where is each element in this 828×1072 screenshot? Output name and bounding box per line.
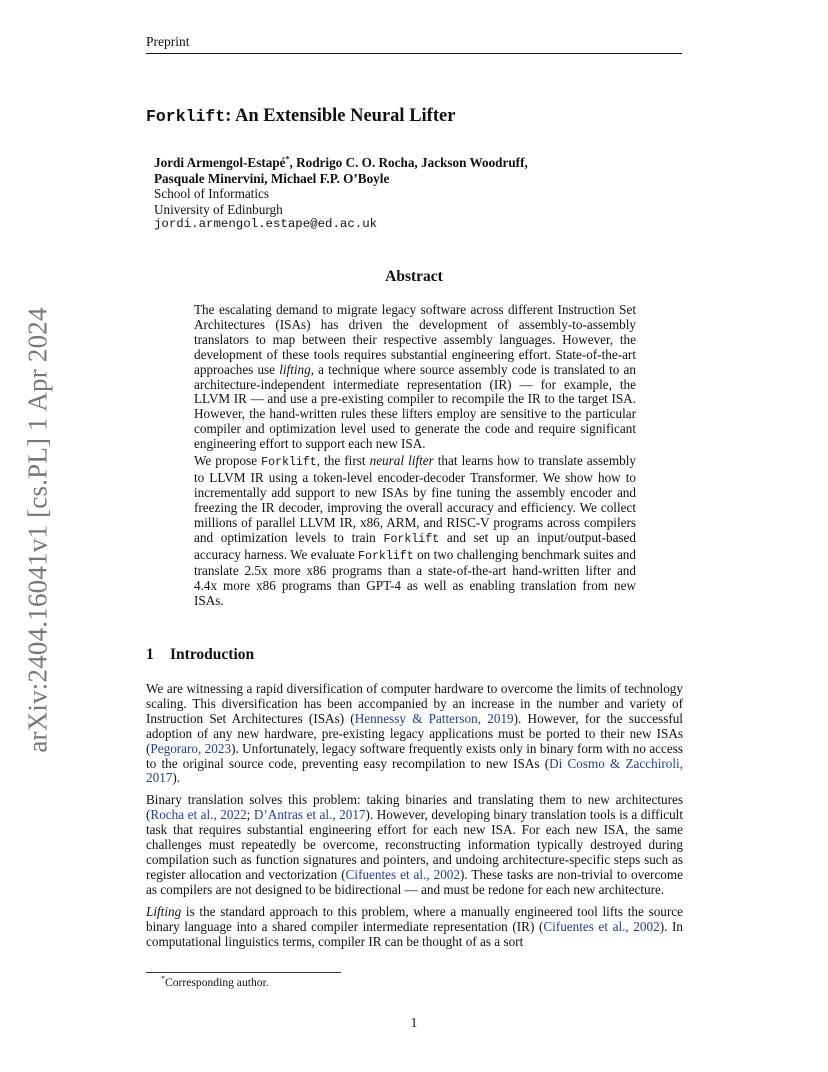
footnote-rule	[146, 972, 341, 973]
citation-link[interactable]: Di Cosmo & Zacchiroli, 2017	[146, 755, 683, 786]
author-line-2: Pasquale Minervini, Michael F.P. O’Boyle	[154, 170, 390, 186]
body-text: We are witnessing a rapid diversification of computer hardware to overcome the limits of technology scaling. This diversification has been accompanied by an increase in the number and variety of Instruction Set Architectures (ISAs) (	[146, 681, 683, 726]
abstract-heading: Abstract	[385, 268, 443, 285]
title-code: Forklift	[146, 107, 226, 126]
citation-link[interactable]: Rocha et al., 2022	[150, 807, 247, 823]
affiliation-line-1: School of Informatics	[154, 186, 269, 201]
header-label: Preprint	[146, 34, 190, 49]
body-text: ). However, developing binary translation tools is a difficult task that requires substantial engineering effort for each new ISA. For each new ISA, the same challenges must repeatedly be overcome, reconstructing information typically destroyed during compilation such as function signatures and pointers, and undoing architecture-specific steps such as register allocation and vectorization (	[146, 807, 684, 882]
body-text: Binary translation solves this problem: taking binaries and translating them to new architectures (	[146, 792, 683, 823]
intro-paragraph-2	[146, 793, 683, 897]
intro-paragraph-1	[146, 682, 683, 786]
body-text: ).	[172, 770, 181, 786]
abstract-code: Forklift	[358, 549, 414, 563]
page-number: 1	[410, 1015, 418, 1030]
abstract-text: The escalating demand to migrate legacy software across different Instruction Set Architectures (ISAs) has driven the development of assembly-to-assembly translators to map between their respective assembly languages. However, the development of these tools requires substantial engineering effort. State-of-the-art approaches use	[194, 302, 636, 377]
author-block	[154, 155, 654, 233]
citation-link[interactable]: D’Antras et al., 2017	[253, 807, 366, 823]
footnote	[161, 976, 269, 989]
citation-link[interactable]: Cifuentes et al., 2002	[543, 918, 660, 934]
body-emphasis: Lifting	[146, 903, 182, 919]
title-rest: : An Extensible Neural Lifter	[225, 106, 456, 126]
author-mark: *	[285, 154, 290, 164]
citation-link[interactable]: Pegoraro, 2023	[150, 740, 232, 756]
abstract-emphasis: neural lifter	[369, 453, 434, 469]
section-title: Introduction	[170, 646, 255, 663]
section-number: 1	[146, 646, 154, 663]
arxiv-stamp: arXiv:2404.16041v1 [cs.PL] 1 Apr 2024	[22, 307, 53, 753]
abstract-text: We propose	[194, 453, 262, 469]
introduction-body	[146, 682, 683, 956]
body-text: is the standard approach to this problem, where a manually engineered tool lifts the source binary language into a shared compiler intermediate representation (IR) (	[146, 903, 683, 934]
paper-title	[146, 106, 686, 127]
section-heading	[146, 646, 682, 664]
body-text: ). These tasks are non-trivial to overcome as compilers are not designed to be bidirectional — and must be redone for each new architecture.	[146, 866, 684, 897]
abstract-body	[194, 303, 636, 611]
abstract-text: on two challenging benchmark suites and translate 2.5x more x86 programs than a state-of-the-art hand-written lifter and 4.4x more x86 programs than GPT-4 as well as enabling translation from new ISAs.	[194, 546, 636, 609]
body-text: ). Unfortunately, legacy software frequently exists only in binary form with no access to the original source code, preventing easy recompilation to new ISAs (	[146, 740, 684, 771]
abstract-emphasis: lifting	[279, 361, 311, 377]
affiliation-line-2: University of Edinburgh	[154, 201, 283, 217]
body-text: ;	[246, 807, 254, 823]
abstract-text: , a technique where source assembly code is translated to an architecture-independent intermediate representation (IR) — for example, the LLVM IR — and use a pre-existing compiler to recompile the IR to the target ISA. However, the hand-written rules these lifters employ are sensitive to the particular compiler and optimization level used to generate the code and require significant engineering effort to support each new ISA.	[194, 361, 636, 452]
intro-paragraph-3	[146, 905, 683, 950]
abstract-text: , the first	[316, 453, 370, 469]
body-text: ). However, for the successful adoption of any new hardware, pre-existing legacy applications must be ported to their new ISAs (	[146, 710, 683, 756]
citation-link[interactable]: Cifuentes et al., 2002	[345, 866, 460, 882]
footnote-mark: *	[161, 974, 165, 984]
body-text: ). In computational linguistics terms, compiler IR can be thought of as a sort	[146, 918, 683, 949]
citation-link[interactable]: Hennessy & Patterson, 2019	[354, 710, 514, 726]
abstract-paragraph-2	[194, 454, 636, 609]
author-line-1	[154, 155, 654, 171]
abstract-paragraph-1	[194, 303, 636, 452]
author-first: Jordi Armengol-Estapé	[154, 155, 286, 170]
abstract-text: and set up an input/output-based accuracy harness. We evaluate	[194, 529, 636, 562]
author-rest: , Rodrigo C. O. Rocha, Jackson Woodruff,	[289, 155, 528, 170]
running-header	[146, 34, 682, 54]
footnote-text: Corresponding author.	[165, 976, 269, 989]
abstract-text: that learns how to translate assembly to LLVM IR using a token-level encoder-decoder Transformer. We show how to incrementally add support to new ISAs by fine tuning the assembly encoder and freezing the IR decoder, improving the overall accuracy and efficiency. We collect millions of parallel LLVM IR, x86, ARM, and RISC-V programs across compilers and optimization levels to train	[194, 453, 637, 545]
abstract-code: Forklift	[261, 456, 317, 470]
author-email: jordi.armengol.estape@ed.ac.uk	[154, 217, 378, 231]
abstract-code: Forklift	[383, 532, 440, 546]
